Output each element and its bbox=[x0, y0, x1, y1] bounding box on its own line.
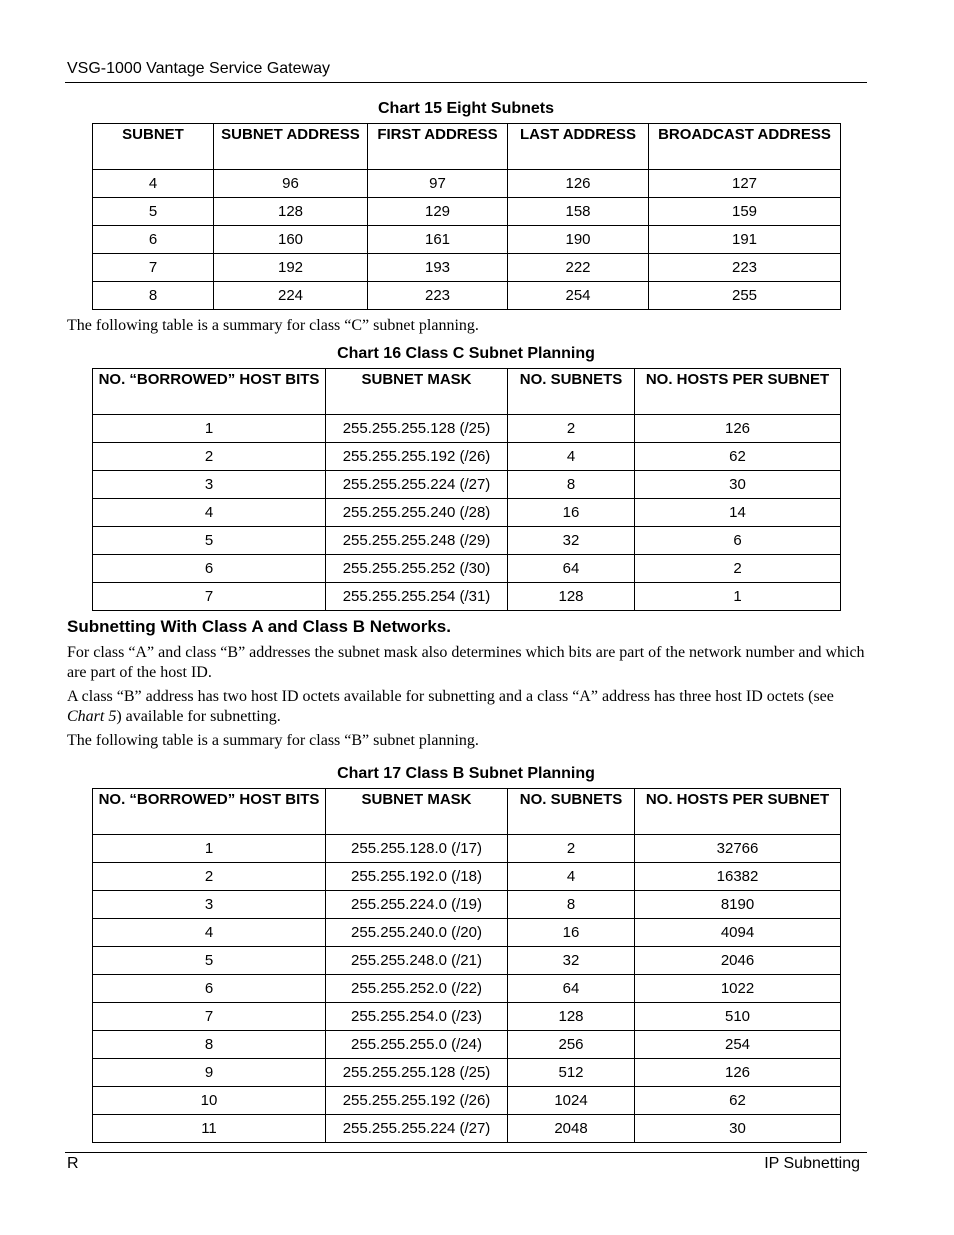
header-rule bbox=[65, 82, 867, 83]
table-cell: 32766 bbox=[635, 835, 841, 863]
table-cell: 14 bbox=[635, 499, 841, 527]
table-cell: 4 bbox=[508, 863, 635, 891]
table-cell: 7 bbox=[93, 1003, 326, 1031]
table-cell: 5 bbox=[93, 527, 326, 555]
column-header: SUBNET MASK bbox=[326, 789, 508, 835]
table-cell: 2 bbox=[508, 415, 635, 443]
table-cell: 30 bbox=[635, 471, 841, 499]
table-row bbox=[93, 835, 841, 863]
column-header: NO. SUBNETS bbox=[508, 369, 635, 415]
table-cell: 255.255.255.0 (/24) bbox=[326, 1031, 508, 1059]
table-cell: 126 bbox=[508, 170, 649, 198]
table-cell: 190 bbox=[508, 226, 649, 254]
table-row bbox=[93, 583, 841, 611]
table-cell: 255.255.254.0 (/23) bbox=[326, 1003, 508, 1031]
table-cell: 255.255.255.192 (/26) bbox=[326, 443, 508, 471]
table-cell: 223 bbox=[649, 254, 841, 282]
table-cell: 8 bbox=[93, 282, 214, 310]
column-header: SUBNET ADDRESS bbox=[214, 124, 368, 170]
table-cell: 128 bbox=[508, 1003, 635, 1031]
table-header-row bbox=[93, 124, 841, 170]
table-header-row bbox=[93, 369, 841, 415]
table-cell: 129 bbox=[368, 198, 508, 226]
table-cell: 161 bbox=[368, 226, 508, 254]
section-paragraph-3: The following table is a summary for class “B” subnet planning. bbox=[67, 732, 479, 749]
table-cell: 62 bbox=[635, 1087, 841, 1115]
table-row bbox=[93, 947, 841, 975]
para2-text-after: ) available for subnetting. bbox=[116, 708, 281, 725]
table-row bbox=[93, 254, 841, 282]
footer-rule bbox=[65, 1152, 867, 1153]
table-cell: 255.255.255.248 (/29) bbox=[326, 527, 508, 555]
table-row bbox=[93, 975, 841, 1003]
table-cell: 7 bbox=[93, 583, 326, 611]
table-row bbox=[93, 198, 841, 226]
table-cell: 4 bbox=[508, 443, 635, 471]
footer-left-text: R bbox=[67, 1155, 79, 1172]
table-cell: 2046 bbox=[635, 947, 841, 975]
table-cell: 32 bbox=[508, 527, 635, 555]
table-cell: 1022 bbox=[635, 975, 841, 1003]
table-cell: 32 bbox=[508, 947, 635, 975]
table-cell: 222 bbox=[508, 254, 649, 282]
footer-section-title: IP Subnetting bbox=[764, 1155, 860, 1172]
table-cell: 255.255.255.128 (/25) bbox=[326, 1059, 508, 1087]
table-cell: 4 bbox=[93, 499, 326, 527]
column-header: SUBNET bbox=[93, 124, 214, 170]
table-cell: 255.255.248.0 (/21) bbox=[326, 947, 508, 975]
table-cell: 62 bbox=[635, 443, 841, 471]
table-row bbox=[93, 415, 841, 443]
column-header: NO. SUBNETS bbox=[508, 789, 635, 835]
table-cell: 11 bbox=[93, 1115, 326, 1143]
table-cell: 255.255.252.0 (/22) bbox=[326, 975, 508, 1003]
table-row bbox=[93, 1059, 841, 1087]
table-row bbox=[93, 170, 841, 198]
table-cell: 8 bbox=[93, 1031, 326, 1059]
table-cell: 255.255.255.252 (/30) bbox=[326, 555, 508, 583]
table-cell: 254 bbox=[635, 1031, 841, 1059]
table-cell: 158 bbox=[508, 198, 649, 226]
table-row bbox=[93, 471, 841, 499]
table-cell: 1 bbox=[635, 583, 841, 611]
column-header: SUBNET MASK bbox=[326, 369, 508, 415]
table-row bbox=[93, 282, 841, 310]
column-header: NO. HOSTS PER SUBNET bbox=[635, 369, 841, 415]
table-cell: 2048 bbox=[508, 1115, 635, 1143]
table-row bbox=[93, 226, 841, 254]
column-header: NO. “BORROWED” HOST BITS bbox=[93, 369, 326, 415]
table-cell: 127 bbox=[649, 170, 841, 198]
table-cell: 2 bbox=[93, 443, 326, 471]
chart15-caption: Chart 15 Eight Subnets bbox=[377, 100, 555, 117]
table-row bbox=[93, 891, 841, 919]
table-cell: 3 bbox=[93, 471, 326, 499]
table-cell: 64 bbox=[508, 555, 635, 583]
table-cell: 3 bbox=[93, 891, 326, 919]
table-cell: 64 bbox=[508, 975, 635, 1003]
column-header: NO. HOSTS PER SUBNET bbox=[635, 789, 841, 835]
table-cell: 255.255.255.192 (/26) bbox=[326, 1087, 508, 1115]
chart16-table bbox=[92, 368, 841, 611]
table-row bbox=[93, 1087, 841, 1115]
table-cell: 5 bbox=[93, 198, 214, 226]
table-cell: 1 bbox=[93, 415, 326, 443]
table-cell: 510 bbox=[635, 1003, 841, 1031]
table-cell: 255.255.255.240 (/28) bbox=[326, 499, 508, 527]
table-cell: 6 bbox=[93, 226, 214, 254]
table-row bbox=[93, 919, 841, 947]
table-cell: 160 bbox=[214, 226, 368, 254]
chart15-table bbox=[92, 123, 841, 310]
table-cell: 4 bbox=[93, 170, 214, 198]
column-header: NO. “BORROWED” HOST BITS bbox=[93, 789, 326, 835]
table-cell: 4 bbox=[93, 919, 326, 947]
table-cell: 256 bbox=[508, 1031, 635, 1059]
column-header: BROADCAST ADDRESS bbox=[649, 124, 841, 170]
chart17-table bbox=[92, 788, 841, 1143]
table-cell: 6 bbox=[93, 555, 326, 583]
table-cell: 5 bbox=[93, 947, 326, 975]
table-cell: 6 bbox=[635, 527, 841, 555]
table-cell: 8 bbox=[508, 471, 635, 499]
table-cell: 16 bbox=[508, 919, 635, 947]
chart16-caption: Chart 16 Class C Subnet Planning bbox=[337, 345, 595, 362]
section-paragraph-1: For class “A” and class “B” addresses the subnet mask also determines which bits are part of the network number and which are part of the host ID. bbox=[67, 644, 865, 681]
section-paragraph-2 bbox=[67, 687, 867, 727]
section-heading: Subnetting With Class A and Class B Networks. bbox=[67, 617, 451, 636]
table-cell: 96 bbox=[214, 170, 368, 198]
chart17-caption: Chart 17 Class B Subnet Planning bbox=[337, 765, 595, 782]
table-cell: 30 bbox=[635, 1115, 841, 1143]
table-row bbox=[93, 443, 841, 471]
table-row bbox=[93, 1003, 841, 1031]
table-cell: 8190 bbox=[635, 891, 841, 919]
table-cell: 159 bbox=[649, 198, 841, 226]
table-cell: 16382 bbox=[635, 863, 841, 891]
table-cell: 255.255.255.128 (/25) bbox=[326, 415, 508, 443]
table-row bbox=[93, 555, 841, 583]
table-cell: 16 bbox=[508, 499, 635, 527]
table-cell: 193 bbox=[368, 254, 508, 282]
table-cell: 97 bbox=[368, 170, 508, 198]
table-cell: 255.255.224.0 (/19) bbox=[326, 891, 508, 919]
table-cell: 126 bbox=[635, 1059, 841, 1087]
table-cell: 255.255.255.224 (/27) bbox=[326, 471, 508, 499]
table-cell: 255.255.255.254 (/31) bbox=[326, 583, 508, 611]
table-cell: 224 bbox=[214, 282, 368, 310]
table-cell: 6 bbox=[93, 975, 326, 1003]
table-cell: 1 bbox=[93, 835, 326, 863]
table-row bbox=[93, 1031, 841, 1059]
table-row bbox=[93, 499, 841, 527]
table-cell: 128 bbox=[214, 198, 368, 226]
table-row bbox=[93, 863, 841, 891]
table-cell: 2 bbox=[93, 863, 326, 891]
table-cell: 255.255.255.224 (/27) bbox=[326, 1115, 508, 1143]
table-row bbox=[93, 527, 841, 555]
table-cell: 1024 bbox=[508, 1087, 635, 1115]
table-cell: 255.255.128.0 (/17) bbox=[326, 835, 508, 863]
column-header: FIRST ADDRESS bbox=[368, 124, 508, 170]
table-cell: 255.255.240.0 (/20) bbox=[326, 919, 508, 947]
table-row bbox=[93, 1115, 841, 1143]
table-cell: 2 bbox=[635, 555, 841, 583]
table-header-row bbox=[93, 789, 841, 835]
class-c-summary-text: The following table is a summary for class “C” subnet planning. bbox=[67, 317, 479, 334]
page-header-title: VSG-1000 Vantage Service Gateway bbox=[67, 60, 330, 77]
table-cell: 254 bbox=[508, 282, 649, 310]
table-cell: 128 bbox=[508, 583, 635, 611]
table-cell: 223 bbox=[368, 282, 508, 310]
column-header: LAST ADDRESS bbox=[508, 124, 649, 170]
table-cell: 4094 bbox=[635, 919, 841, 947]
chart5-reference: Chart 5 bbox=[67, 708, 117, 725]
table-cell: 255 bbox=[649, 282, 841, 310]
para2-text-before: A class “B” address has two host ID octets available for subnetting and a class “A” address has three host ID octets (see bbox=[67, 688, 834, 705]
table-cell: 191 bbox=[649, 226, 841, 254]
table-cell: 10 bbox=[93, 1087, 326, 1115]
table-cell: 192 bbox=[214, 254, 368, 282]
table-cell: 7 bbox=[93, 254, 214, 282]
table-cell: 2 bbox=[508, 835, 635, 863]
table-cell: 8 bbox=[508, 891, 635, 919]
table-cell: 255.255.192.0 (/18) bbox=[326, 863, 508, 891]
table-cell: 9 bbox=[93, 1059, 326, 1087]
table-cell: 126 bbox=[635, 415, 841, 443]
table-cell: 512 bbox=[508, 1059, 635, 1087]
